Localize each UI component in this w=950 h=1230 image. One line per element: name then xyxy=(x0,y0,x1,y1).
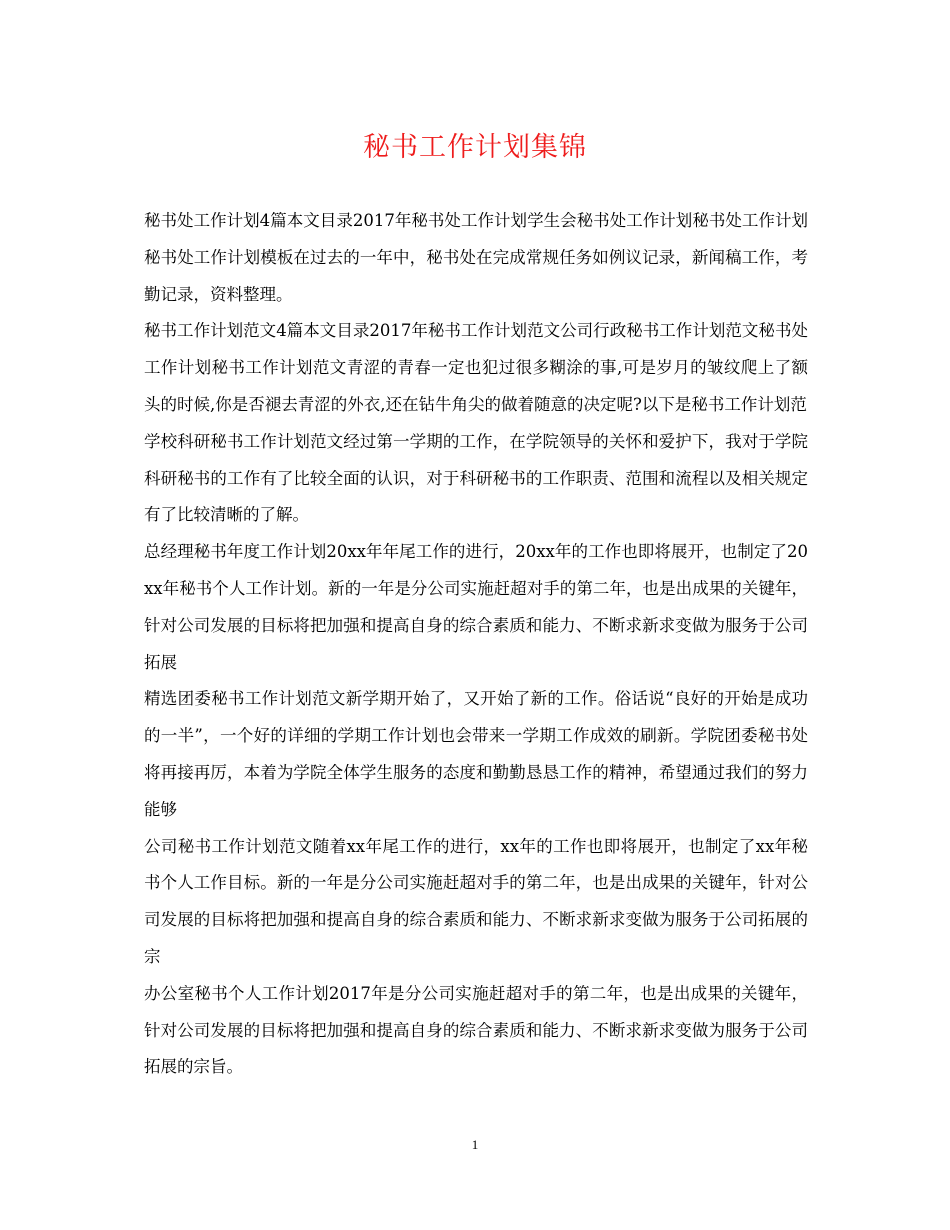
paragraph-2: 秘书工作计划范文4篇本文目录2017年秘书工作计划范文公司行政秘书工作计划范文秘书处工作计划秘书工作计划范文青涩的青春一定也犯过很多糊涂的事,可是岁月的皱纹爬上了额头的时候,你是否褪去青涩的外衣,还在钻牛角尖的做着随意的决定呢?以下是秘书工作计划范 xyxy=(144,321,808,414)
paragraph-3: 学校科研秘书工作计划范文经过第一学期的工作，在学院领导的关怀和爱护下，我对于学院科研秘书的工作有了比较全面的认识，对于科研秘书的工作职责、范围和流程以及相关规定有了比较清晰的了解。 xyxy=(144,431,808,525)
paragraph-5: 精选团委秘书工作计划范文新学期开始了，又开始了新的工作。俗话说“良好的开始是成功的一半”，一个好的详细的学期工作计划也会带来一学期工作成效的刷新。学院团委秘书处将再接再厉，本着为学院全体学生服务的态度和勤勤恳恳工作的精神，希望通过我们的努力能够 xyxy=(144,689,808,819)
page-number: 1 xyxy=(471,1137,479,1152)
paragraph-4: 总经理秘书年度工作计划20xx年年尾工作的进行，20xx年的工作也即将展开，也制定了20xx年秘书个人工作计划。新的一年是分公司实施赶超对手的第二年，也是出成果的关键年，针对公司发展的目标将把加强和提高自身的综合素质和能力、不断求新求变做为服务于公司拓展 xyxy=(144,542,808,672)
paragraph-7: 办公室秘书个人工作计划2017年是分公司实施赶超对手的第二年，也是出成果的关键年，针对公司发展的目标将把加强和提高自身的综合素质和能力、不断求新求变做为服务于公司拓展的宗旨。 xyxy=(144,983,808,1077)
paragraph-1: 秘书处工作计划4篇本文目录2017年秘书处工作计划学生会秘书处工作计划秘书处工作计划秘书处工作计划模板在过去的一年中，秘书处在完成常规任务如例议记录，新闻稿工作，考勤记录，资料整理。 xyxy=(144,211,808,304)
paragraph-6: 公司秘书工作计划范文随着xx年尾工作的进行，xx年的工作也即将展开，也制定了xx年秘书个人工作目标。新的一年是分公司实施赶超对手的第二年，也是出成果的关键年，针对公司发展的目标将把加强和提高自身的综合素质和能力、不断求新求变做为服务于公司拓展的宗 xyxy=(144,836,808,966)
document-body xyxy=(144,203,808,1086)
document-title: 秘书工作计划集锦 xyxy=(363,132,587,163)
